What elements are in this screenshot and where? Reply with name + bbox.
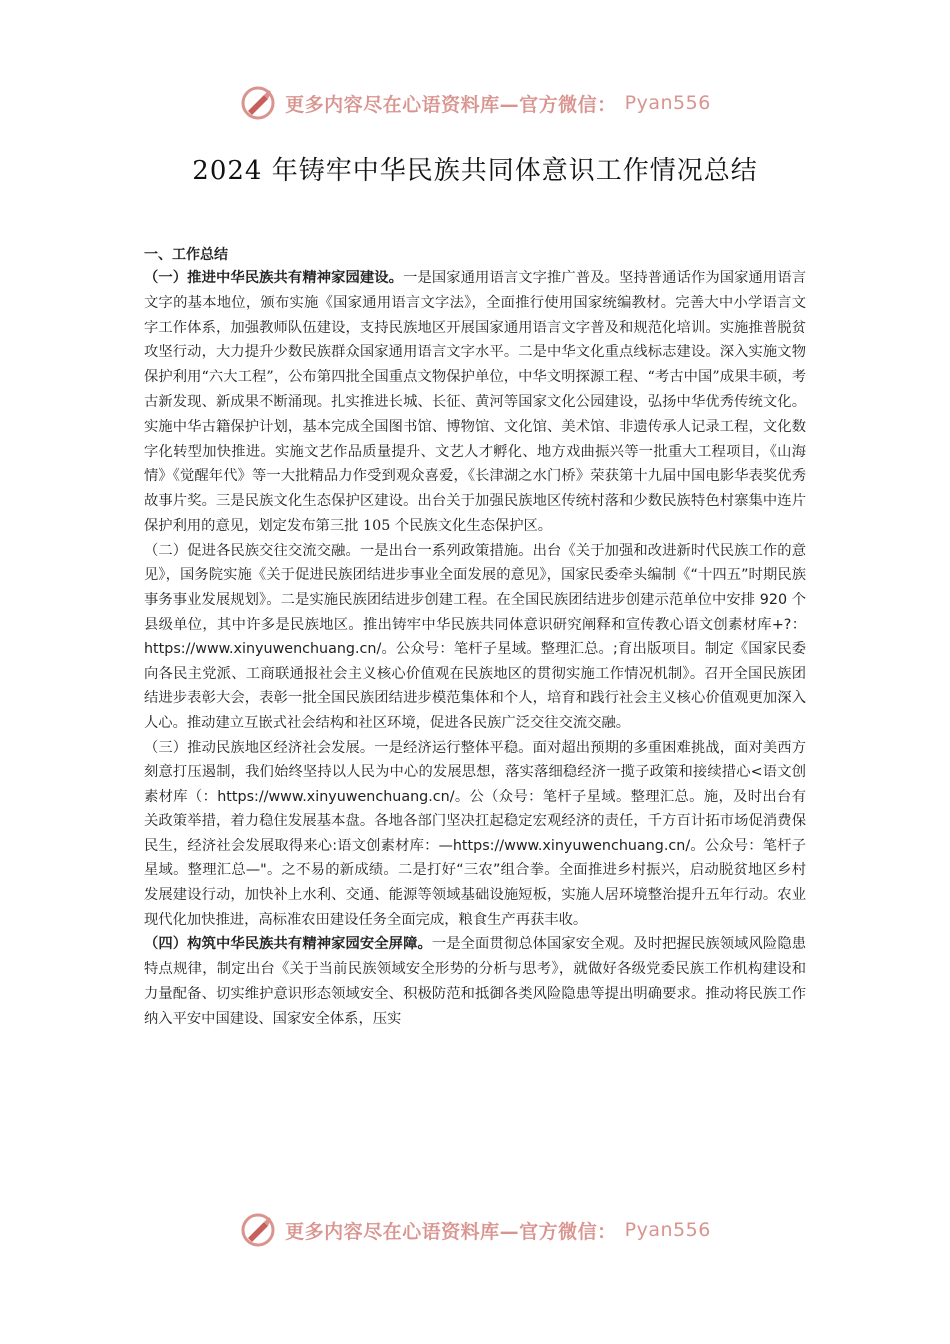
- logo-icon: [239, 84, 277, 122]
- header-watermark-banner: [0, 83, 950, 123]
- paragraph-4: [144, 932, 806, 1031]
- banner-text: 更多内容尽在心语资料库—官方微信：: [285, 1220, 617, 1243]
- logo-icon: [239, 1211, 277, 1249]
- paragraph-1-lead: （一）推进中华民族共有精神家园建设。: [144, 270, 404, 286]
- section-heading: 一、工作总结: [144, 247, 228, 263]
- paragraph-4-body: 一是全面贯彻总体国家安全观。及时把握民族领域风险隐患特点规律，制定出台《关于当前民族领域安全形势的分析与思考》，就做好各级党委民族工作机构建设和力量配备、切实维护意识形态领域安全、积极防范和抵御各类风险隐患等提出明确要求。推动将民族工作纳入平安中国建设、国家安全体系，压实: [144, 936, 807, 1027]
- paragraph-2: （二）促进各民族交往交流交融。一是出台一系列政策措施。出台《关于加强和改进新时代民族工作的意见》，国务院实施《关于促进民族团结进步事业全面发展的意见》，国家民委牵头编制《“十四五”时期民族事务事业发展规划》。二是实施民族团结进步创建工程。在全国民族团结进步创建示范单位中安排 920 个县级单位，其中许多是民族地区。推出铸牢中华民族共同体意识研究阐释和宣传教心语文创素材库+?：https://www.xinyuwenchuang.cn/。公众号：笔杆子星域。整理汇总。;育出版项目。制定《国家民委向各民主党派、工商联通报社会主义核心价值观在民族地区的贯彻实施工作情况机制》。召开全国民族团结进步表彰大会，表彰一批全国民族团结进步模范集体和个人，培育和践行社会主义核心价值观更加深入人心。推动建立互嵌式社会结构和社区环境，促进各民族广泛交往交流交融。: [144, 542, 806, 731]
- paragraph-3: （三）推动民族地区经济社会发展。一是经济运行整体平稳。面对超出预期的多重困难挑战，面对美西方刻意打压遏制，我们始终坚持以人民为中心的发展思想，落实落细稳经济一揽子政策和接续措心<语文创素材库（：https://www.xinyuwenchuang.cn/。公（众号：笔杆子星域。整理汇总。施，及时出台有关政策举措，着力稳住发展基本盘。各地各部门坚决扛起稳定宏观经济的责任，千方百计拓市场促消费保民生，经济社会发展取得来心:语文创素材库：—https://www.xinyuwenchuang.cn/。公众号：笔杆子星域。整理汇总—"。之不易的新成绩。二是打好“三农”组合拳。全面推进乡村振兴，启动脱贫地区乡村发展建设行动，加快补上水利、交通、能源等领域基础设施短板，实施人居环境整治提升五年行动。农业现代化加快推进，高标准农田建设任务全面完成，粮食生产再获丰收。: [144, 739, 806, 928]
- document-title: 2024 年铸牢中华民族共同体意识工作情况总结: [192, 156, 758, 186]
- banner-wechat-id: Pyan556: [624, 92, 711, 114]
- footer-watermark-banner: [0, 1210, 950, 1250]
- banner-text: 更多内容尽在心语资料库—官方微信：: [285, 93, 617, 116]
- paragraph-1: [144, 266, 806, 539]
- paragraph-1-body: 一是国家通用语言文字推广普及。坚持普通话作为国家通用语言文字的基本地位，颁布实施《国家通用语言文字法》，全面推行使用国家统编教材。完善大中小学语言文字工作体系，加强教师队伍建设，支持民族地区开展国家通用语言文字普及和规范化培训。实施推普脱贫攻坚行动，大力提升少数民族群众国家通用语言文字水平。二是中华文化重点线标志建设。深入实施文物保护利用“六大工程”，公布第四批全国重点文物保护单位，中华文明探源工程、“考古中国”成果丰硕，考古新发现、新成果不断涌现。扎实推进长城、长征、黄河等国家文化公园建设，弘扬中华优秀传统文化。实施中华古籍保护计划，基本完成全国图书馆、博物馆、文化馆、美术馆、非遗传承人记录工程，文化数字化转型加快推进。实施文艺作品质量提升、文艺人才孵化、地方戏曲振兴等一批重大工程项目，《山海情》《觉醒年代》等一大批精品力作受到观众喜爱，《长津湖之水门桥》荣获第十九届中国电影华表奖优秀故事片奖。三是民族文化生态保护区建设。出台关于加强民族地区传统村落和少数民族特色村寨集中连片保护利用的意见，划定发布第三批 105 个民族文化生态保护区。: [144, 270, 807, 534]
- paragraph-4-lead: （四）构筑中华民族共有精神家园安全屏障。: [144, 936, 432, 953]
- banner-wechat-id: Pyan556: [624, 1219, 711, 1241]
- document-body: [144, 244, 806, 1031]
